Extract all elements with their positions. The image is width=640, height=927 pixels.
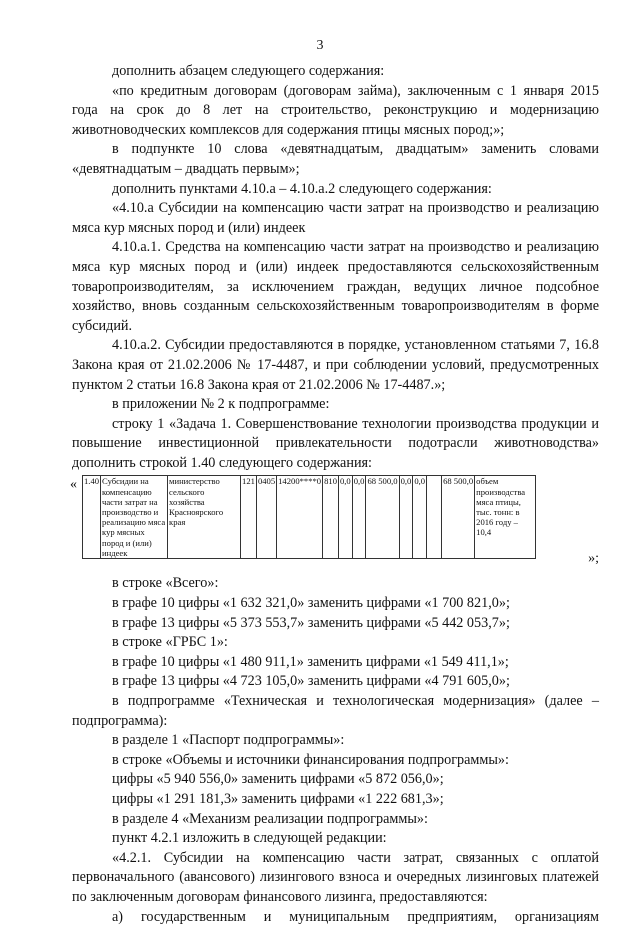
- paragraph: в приложении № 2 к подпрограмме:: [112, 396, 330, 413]
- paragraph: в строке «Всего»:: [112, 575, 219, 592]
- cell-value: 810: [323, 476, 339, 559]
- quote-close: »;: [588, 550, 599, 566]
- paragraph: в графе 10 цифры «1 480 911,1» заменить цифрами «1 549 411,1»;: [112, 653, 509, 670]
- cell-num: 1.40: [83, 476, 101, 559]
- paragraph: дополнить абзацем следующего содержания:: [112, 63, 385, 79]
- paragraph: цифры «5 940 556,0» заменить цифрами «5 872 056,0»;: [112, 771, 444, 788]
- quote-open: «: [70, 477, 77, 493]
- paragraph: в разделе 4 «Механизм реализации подпрограммы»:: [112, 810, 428, 827]
- cell-name: Субсидии на компенсацию части затрат на производство и реализацию мяса кур мясных пород и (или) индеек: [101, 476, 168, 559]
- cell-value: 0,0: [338, 476, 352, 559]
- document-body: [72, 62, 599, 927]
- inserted-table: [82, 475, 536, 559]
- cell-value: 14200****0: [277, 476, 323, 559]
- cell-value: 0,0: [352, 476, 366, 559]
- paragraph: цифры «1 291 181,3» заменить цифрами «1 222 681,3»;: [112, 791, 444, 807]
- cell-value: 121: [241, 476, 257, 559]
- inserted-table-block: [72, 475, 599, 572]
- paragraph: «4.10.а Субсидии на компенсацию части затрат на производство и реализацию мяса кур мясных пород и (или) индеек: [72, 200, 599, 236]
- paragraph: а) государственным и муниципальным предприятиям, организациям: [112, 908, 599, 925]
- cell-value: 0405: [256, 476, 276, 559]
- paragraph: пункт 4.2.1 изложить в следующей редакции:: [112, 830, 387, 847]
- paragraph: в строке «ГРБС 1»:: [112, 634, 228, 651]
- page-number: 3: [316, 38, 324, 53]
- table-row: [83, 476, 536, 559]
- paragraph: «по кредитным договорам (договорам займа), заключенным с 1 января 2015 года на срок до 8 лет на строительство, реконструкцию и модернизацию животноводческих комплексов для содержания птицы мясных пород;»;: [72, 82, 599, 138]
- cell-value: [427, 476, 442, 559]
- paragraph: «4.2.1. Субсидии на компенсацию части затрат, связанных с оплатой первоначального (авансового) лизингового взноса и очередных лизинговых платежей по заключенным договорам финансового лизинга, предоставляются:: [72, 849, 599, 905]
- paragraph: в подпрограмме «Техническая и технологическая модернизация» (далее – подпрограмма):: [72, 693, 599, 729]
- paragraph: в разделе 1 «Паспорт подпрограммы»:: [112, 732, 345, 749]
- paragraph: в графе 13 цифры «4 723 105,0» заменить цифрами «4 791 605,0»;: [112, 673, 510, 690]
- paragraph: в подпункте 10 слова «девятнадцатым, двадцатым» заменить словами «девятнадцатым – двадцать первым»;: [72, 141, 599, 177]
- cell-value: 68 500,0: [366, 476, 399, 559]
- paragraph: в графе 10 цифры «1 632 321,0» заменить цифрами «1 700 821,0»;: [112, 595, 510, 612]
- cell-result: объем производства мяса птицы, тыс. тонн: в 2016 году – 10,4: [475, 476, 536, 559]
- paragraph: 4.10.а.2. Субсидии предоставляются в порядке, установленном статьями 7, 16.8 Закона края от 21.02.2006 № 17-4487, и при соблюдении условий, предусмотренных пунктом 2 статьи 16.8 Закона края от 21.02.2006 № 17-4487.»;: [72, 337, 599, 393]
- paragraph: 4.10.а.1. Средства на компенсацию части затрат на производство и реализацию мяса кур мясных пород и (или) индеек предоставляются сельскохозяйственным товаропроизводителям, за исключением граждан, ведущих личное подсобное хозяйство, вновь созданным сельскохозяйственным товаропроизводителям в форме субсидий.: [72, 239, 599, 334]
- paragraph: строку 1 «Задача 1. Совершенствование технологии производства продукции и повышение инвестиционной привлекательности подотрасли животноводства» дополнить строкой 1.40 следующего содержания:: [72, 415, 599, 471]
- paragraph: в графе 13 цифры «5 373 553,7» заменить цифрами «5 442 053,7»;: [112, 614, 510, 631]
- cell-value: 68 500,0: [442, 476, 475, 559]
- cell-value: 0,0: [399, 476, 413, 559]
- cell-grbs: министерство сельского хозяйства Красноярского края: [168, 476, 241, 559]
- cell-value: 0,0: [413, 476, 427, 559]
- paragraph: в строке «Объемы и источники финансирования подпрограммы»:: [112, 751, 509, 768]
- paragraph: дополнить пунктами 4.10.а – 4.10.а.2 следующего содержания:: [112, 180, 492, 197]
